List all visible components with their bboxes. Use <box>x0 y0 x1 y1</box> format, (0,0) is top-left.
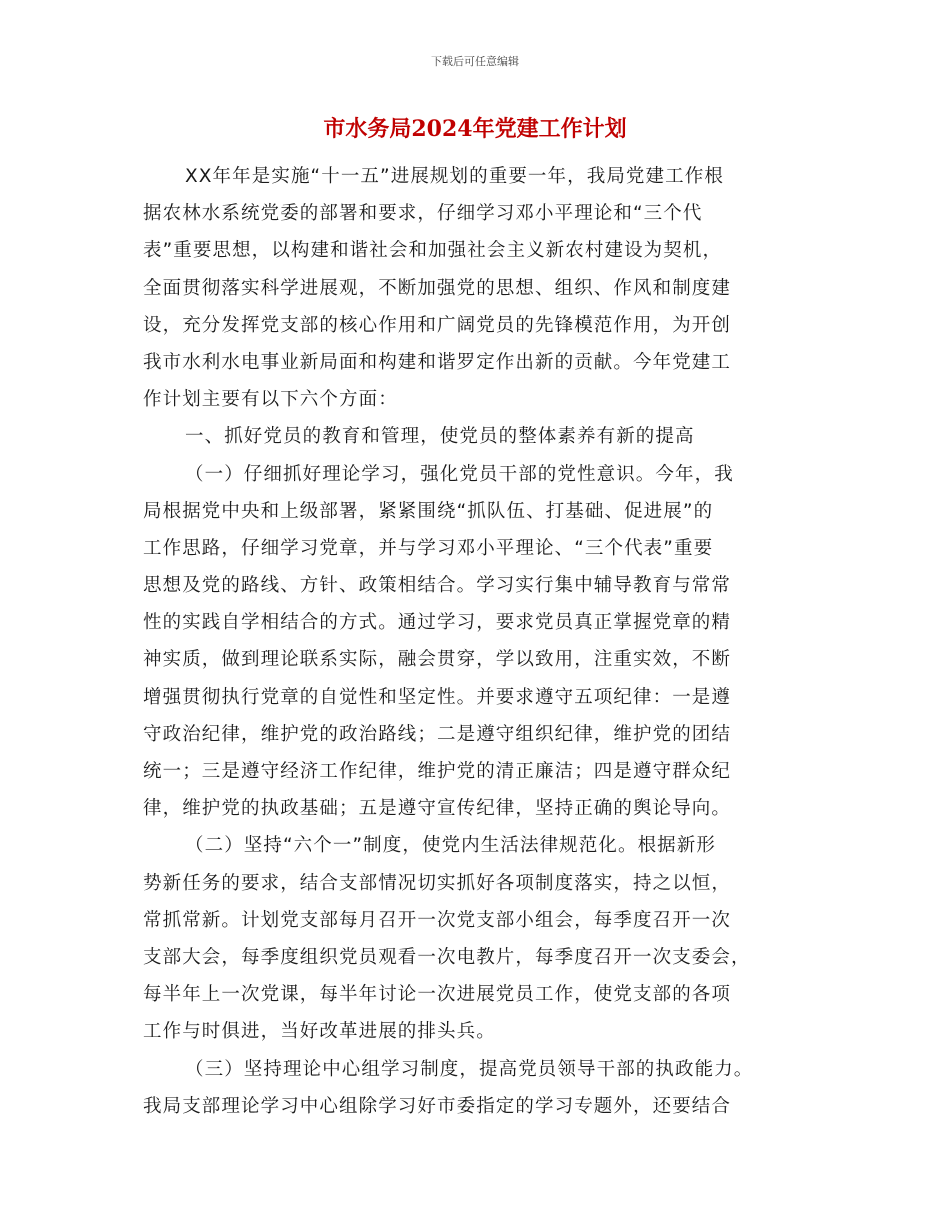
body-line: 工作思路，仔细学习党章，并与学习邓小平理论、“三个代表”重要 <box>143 537 714 559</box>
body-line: 增强贯彻执行党章的自觉性和坚定性。并要求遵守五项纪律：一是遵 <box>143 686 732 708</box>
body-line: 据农林水系统党委的部署和要求，仔细学习邓小平理论和“三个代 <box>143 203 703 225</box>
body-line: 支部大会，每季度组织党员观看一次电教片，每季度召开一次支委会， <box>143 946 751 968</box>
body-line: 常抓常新。计划党支部每月召开一次党支部小组会，每季度召开一次 <box>143 909 732 931</box>
body-line: 我局支部理论学习中心组除学习好市委指定的学习专题外，还要结合 <box>143 1095 732 1117</box>
page-header-note: 下载后可任意编辑 <box>431 55 519 68</box>
body-line: 思想及党的路线、方针、政策相结合。学习实行集中辅导教育与常常 <box>143 575 732 597</box>
body-line: 我市水利水电事业新局面和构建和谐罗定作出新的贡献。今年党建工 <box>143 351 732 373</box>
body-line: 设，充分发挥党支部的核心作用和广阔党员的先锋模范作用，为开创 <box>143 314 732 336</box>
body-line: 一、抓好党员的教育和管理，使党员的整体素养有新的提高 <box>185 426 695 448</box>
body-line: 局根据党中央和上级部署，紧紧围绕“抓队伍、打基础、促进展”的 <box>143 500 714 522</box>
body-line: （三）坚持理论中心组学习制度，提高党员领导干部的执政能力。 <box>185 1058 754 1080</box>
body-line: 作计划主要有以下六个方面： <box>143 389 398 411</box>
body-line: 每半年上一次党课，每半年讨论一次进展党员工作，使党支部的各项 <box>143 984 732 1006</box>
body-line: XX年年是实施“十一五”进展规划的重要一年，我局党建工作根 <box>185 166 724 187</box>
body-line: （一）仔细抓好理论学习，强化党员干部的党性意识。今年，我 <box>185 463 734 485</box>
document-body <box>143 158 823 1125</box>
body-line: 律，维护党的执政基础；五是遵守宣传纪律，坚持正确的舆论导向。 <box>143 798 732 820</box>
body-line: 统一；三是遵守经济工作纪律，维护党的清正廉洁；四是遵守群众纪 <box>143 761 732 782</box>
body-line: 守政治纪律，维护党的政治路线；二是遵守组织纪律，维护党的团结 <box>143 723 732 745</box>
body-line: 表”重要思想，以构建和谐社会和加强社会主义新农村建设为契机， <box>143 240 723 262</box>
body-line: 性的实践自学相结合的方式。通过学习，要求党员真正掌握党章的精 <box>143 612 732 634</box>
body-line: 势新任务的要求，结合支部情况切实抓好各项制度落实，持之以恒， <box>143 872 732 894</box>
body-line: 全面贯彻落实科学进展观，不断加强党的思想、组织、作风和制度建 <box>143 277 732 299</box>
body-line: 神实质，做到理论联系实际，融会贯穿，学以致用，注重实效，不断 <box>143 649 732 671</box>
body-line: 工作与时俱进，当好改革进展的排头兵。 <box>143 1021 496 1043</box>
document-title: 市水务局2024年党建工作计划 <box>323 116 627 142</box>
body-line: （二）坚持“六个一”制度，使党内生活法律规范化。根据新形 <box>185 835 716 857</box>
